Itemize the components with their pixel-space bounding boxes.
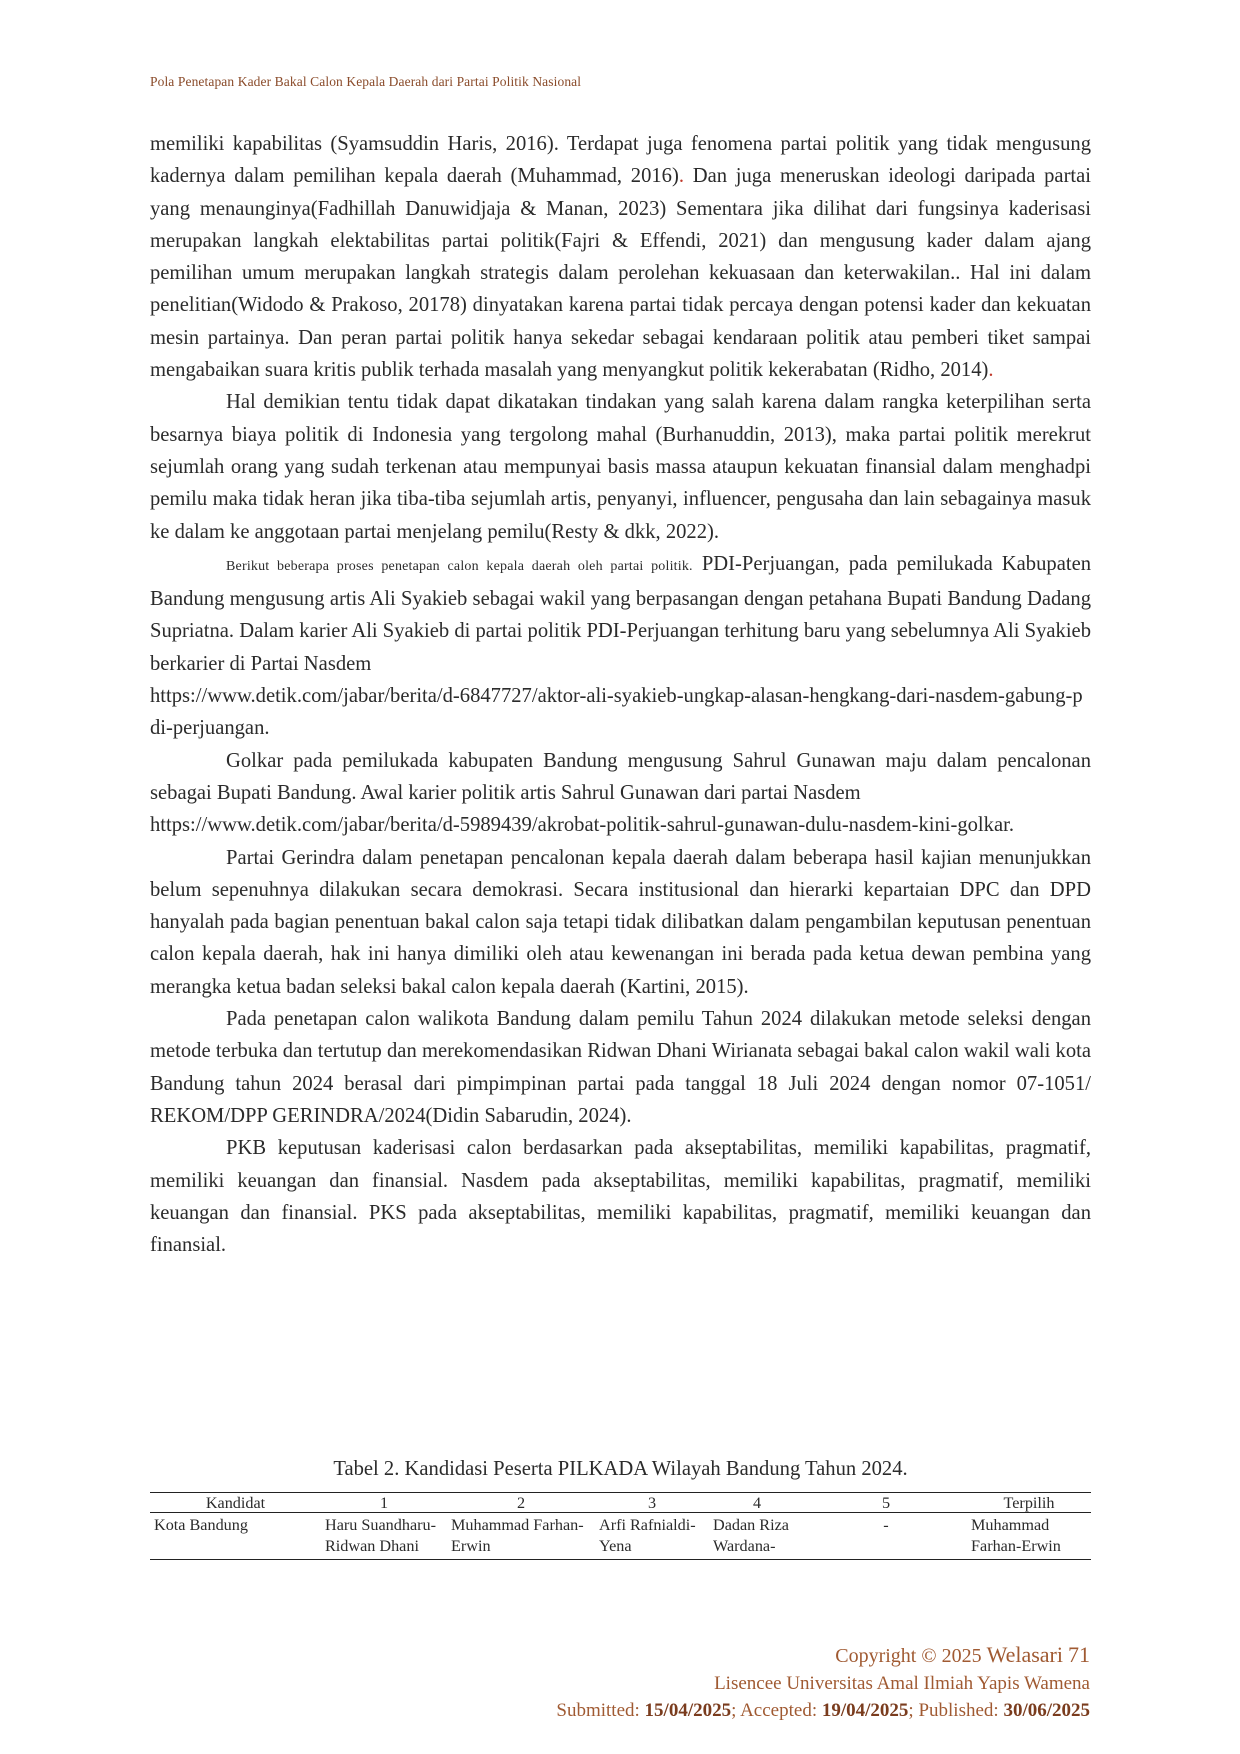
paragraph-4-url: https://www.detik.com/jabar/berita/d-5989439/akrobat-politik-sahrul-gunawan-dulu-nasdem-kini-golkar. (150, 814, 1014, 837)
table-header-cell: 2 (447, 1493, 595, 1513)
submitted-label: Submitted: (556, 1700, 640, 1721)
footer-dates (556, 1697, 1090, 1724)
table-header-row (150, 1493, 1091, 1513)
paragraph-6: Pada penetapan calon walikota Bandung dalam pemilu Tahun 2024 dilakukan metode seleksi dengan metode terbuka dan tertutup dan merekomendasikan Ridwan Dhani Wirianata sebagai bakal calon wakil wali kota Bandung tahun 2024 berasal dari pimpimpinan partai pada tanggal 18 Juli 2024 dengan nomor 07-1051/ REKOM/DPP GERINDRA/2024(Didin Sabarudin, 2024). (150, 1008, 1091, 1127)
table-cell-candidate-5: - (805, 1513, 967, 1560)
paragraph-2: Hal demikian tentu tidak dapat dikatakan tindakan yang salah karena dalam rangka keterpilihan serta besarnya biaya politik di Indonesia yang tergolong mahal (Burhanuddin, 2013), maka partai politik merekrut sejumlah orang yang sudah terkenan atau mempunyai basis massa ataupun kekuatan finansial dalam menghadpi pemilu maka tidak heran jika tiba-tiba sejumlah artis, penyanyi, influencer, pengusaha dan lain sebagainya masuk ke dalam ke anggotaan partai menjelang pemilu(Resty & dkk, 2022). (150, 391, 1091, 543)
paragraph-3-text: PDI-Perjuangan, pada pemilukada Kabupaten Bandung mengusung artis Ali Syakieb sebagai wakil yang berpasangan dengan petahana Bupati Bandung Dadang Supriatna. Dalam karier Ali Syakieb di partai politik PDI-Perjuangan terhitung baru yang sebelumnya Ali Syakieb berkarier di Partai Nasdem (150, 552, 1092, 675)
paragraph-1 (150, 128, 1091, 386)
table-header-cell: 5 (805, 1493, 967, 1513)
table-cell-kandidat: Kota Bandung (150, 1513, 321, 1560)
footer-licensee: Lisencee Universitas Amal Ilmiah Yapis Wamena (714, 1673, 1090, 1694)
paragraph-3-small-text: Berikut beberapa proses penetapan calon kepala daerah oleh partai politik. (226, 558, 693, 574)
paragraph-3-url: https://www.detik.com/jabar/berita/d-6847727/aktor-ali-syakieb-ungkap-alasan-hengkang-dari-nasdem-gabung-pdi-perjuangan. (150, 685, 1083, 740)
table-cell-candidate-3: Arfi Rafnialdi-Yena (595, 1513, 709, 1560)
paragraph-1-part-a: memiliki kapabilitas (Syamsuddin Haris, 2016). Terdapat juga fenomena partai politik yang tidak mengusung kadernya dalam pemilihan kepala daerah (Muhammad, 2016) (150, 133, 1091, 188)
paragraph-5: Partai Gerindra dalam penetapan pencalonan kepala daerah dalam beberapa hasil kajian menunjukkan belum sepenuhnya dilakukan secara demokrasi. Secara institusional dan hierarki kepartaian DPC dan DPD hanyalah pada bagian penentuan bakal calon saja tetapi tidak dilibatkan dalam pengambilan keputusan penentuan calon kepala daerah, hak ini hanya dimiliki oleh atau kewenangan ini berada pada ketua dewan pembina yang merangka ketua badan seleksi bakal calon kepala daerah (Kartini, 2015). (150, 846, 1091, 998)
paragraph-1-red-end: . (988, 359, 994, 382)
page-footer (556, 1641, 1090, 1724)
table-cell-candidate-1: Haru Suandharu-Ridwan Dhani (321, 1513, 447, 1560)
footer-copyright-label: Copyright (835, 1645, 917, 1667)
page-number: 71 (1068, 1642, 1090, 1667)
paragraph-1-part-b: Dan juga meneruskan ideologi daripada partai yang menaunginya(Fadhillah Danuwidjaja & Manan, 2023) Sementara jika dilihat dari fungsinya kaderisasi merupakan langkah elektabilitas partai politik(Fajri & Effendi, 2021) dan mengusung kader dalam ajang pemilihan umum merupakan langkah strategis dalam perolehan kekuasaan dan keterwakilan.. Hal ini dalam penelitian(Widodo & Prakoso, 20178) dinyatakan karena partai tidak percaya dengan potensi kader dan kekuatan mesin partainya. Dan peran partai politik hanya sekedar sebagai kendaraan politik atau pemberi tiket sampai mengabaikan suara kritis publik terhada masalah yang menyangkut politik kekerabatan (Ridho, 2014) (150, 165, 1092, 382)
candidate-table (150, 1492, 1091, 1560)
paragraph-4: Golkar pada pemilukada kabupaten Bandung mengusung Sahrul Gunawan maju dalam pencalonan sebagai Bupati Bandung. Awal karier politik artis Sahrul Gunawan dari partai Nasdem (150, 749, 1091, 804)
table-header-cell: 4 (709, 1493, 805, 1513)
paragraph-3 (150, 548, 1091, 680)
table-cell-candidate-4: Dadan Riza Wardana- (709, 1513, 805, 1560)
paragraph-7: PKB keputusan kaderisasi calon berdasarkan pada akseptabilitas, memiliki kapabilitas, pragmatif, memiliki keuangan dan finansial. Nasdem pada akseptabilitas, memiliki kapabilitas, pragmatif, memiliki keuangan dan finansial. PKS pada akseptabilitas, memiliki kapabilitas, pragmatif, memiliki keuangan dan finansial. (150, 1137, 1091, 1257)
paragraph-1-red-period: . (678, 165, 684, 188)
table-header-cell: 1 (321, 1493, 447, 1513)
table-caption: Tabel 2. Kandidasi Peserta PILKADA Wilayah Bandung Tahun 2024. (333, 1458, 908, 1480)
table-header-cell: Terpilih (967, 1493, 1091, 1513)
accepted-label: ; Accepted: (731, 1700, 818, 1721)
published-label: ; Published: (908, 1700, 999, 1721)
body-text (150, 128, 1091, 1261)
table-cell-terpilih: Muhammad Farhan-Erwin (967, 1513, 1091, 1560)
table-row (150, 1513, 1091, 1560)
table-header-cell: Kandidat (150, 1493, 321, 1513)
table-cell-candidate-2: Muhammad Farhan-Erwin (447, 1513, 595, 1560)
copyright-icon: © (921, 1645, 937, 1667)
published-date: 30/06/2025 (1003, 1700, 1090, 1721)
footer-year: 2025 (941, 1645, 982, 1667)
running-header: Pola Penetapan Kader Bakal Calon Kepala Daerah dari Partai Politik Nasional (150, 74, 582, 89)
accepted-date: 19/04/2025 (821, 1700, 909, 1721)
footer-author: Welasari (986, 1642, 1063, 1667)
table-header-cell: 3 (595, 1493, 709, 1513)
footer-copyright-line (556, 1641, 1090, 1670)
submitted-date: 15/04/2025 (644, 1700, 732, 1721)
